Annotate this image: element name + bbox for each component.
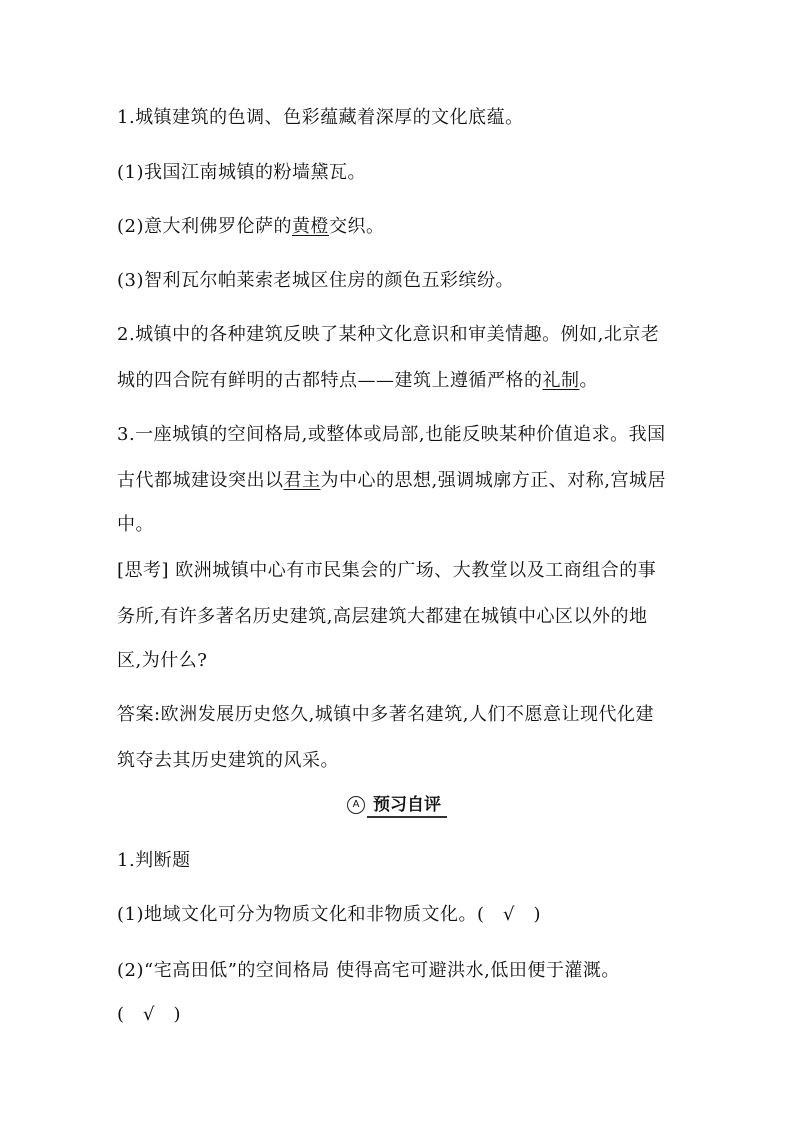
think-line-2: 务所,有许多著名历史建筑,高层建筑大都建在城镇中心区以外的地 — [117, 606, 648, 627]
think-line-3: 区,为什么? — [117, 650, 208, 671]
answer-line-1: 答案:欧洲发展历史悠久,城镇中多著名建筑,人们不愿意让现代化建 — [117, 704, 655, 725]
section-title: 预习自评 — [367, 795, 447, 818]
paragraph-3-line-2: 古代都城建设突出以君主为中心的思想,强调城廓方正、对称,宫城居 — [117, 470, 666, 491]
answer-line-2: 筑夺去其历史建筑的风采。 — [117, 750, 339, 771]
paragraph-1: 1.城镇建筑的色调、色彩蕴藏着深厚的文化底蕴。 — [117, 107, 524, 128]
paragraph-1-item-2: (2)意大利佛罗伦萨的黄橙交织。 — [117, 216, 385, 237]
question-1: (1)地域文化可分为物质文化和非物质文化。( √ ) — [117, 904, 542, 925]
paragraph-1-item-3: (3)智利瓦尔帕莱索老城区住房的颜色五彩缤纷。 — [117, 270, 514, 291]
paragraph-3-line-3: 中。 — [117, 514, 154, 535]
underlined-term: 黄橙 — [292, 216, 329, 237]
question-2-line-1: (2)“宅高田低”的空间格局 使得高宅可避洪水,低田便于灌溉。 — [117, 960, 620, 981]
question-heading: 1.判断题 — [117, 850, 191, 871]
section-heading — [0, 790, 794, 815]
underlined-term: 礼制 — [542, 370, 580, 391]
paragraph-1-item-1: (1)我国江南城镇的粉墙黛瓦。 — [117, 162, 366, 183]
question-2-answer: ( √ ) — [117, 1004, 182, 1025]
underlined-term: 君主 — [283, 470, 321, 491]
paragraph-2-line-1: 2.城镇中的各种建筑反映了某种文化意识和审美情趣。例如,北京老 — [117, 324, 660, 345]
section-badge-icon: A — [347, 796, 365, 814]
paragraph-2-line-2: 城的四合院有鲜明的古都特点——建筑上遵循严格的礼制。 — [117, 370, 598, 391]
paragraph-3-line-1: 3.一座城镇的空间格局,或整体或局部,也能反映某种价值追求。我国 — [117, 424, 666, 445]
think-line-1: [思考] 欧洲城镇中心有市民集会的广场、大教堂以及工商组合的事 — [117, 560, 657, 581]
